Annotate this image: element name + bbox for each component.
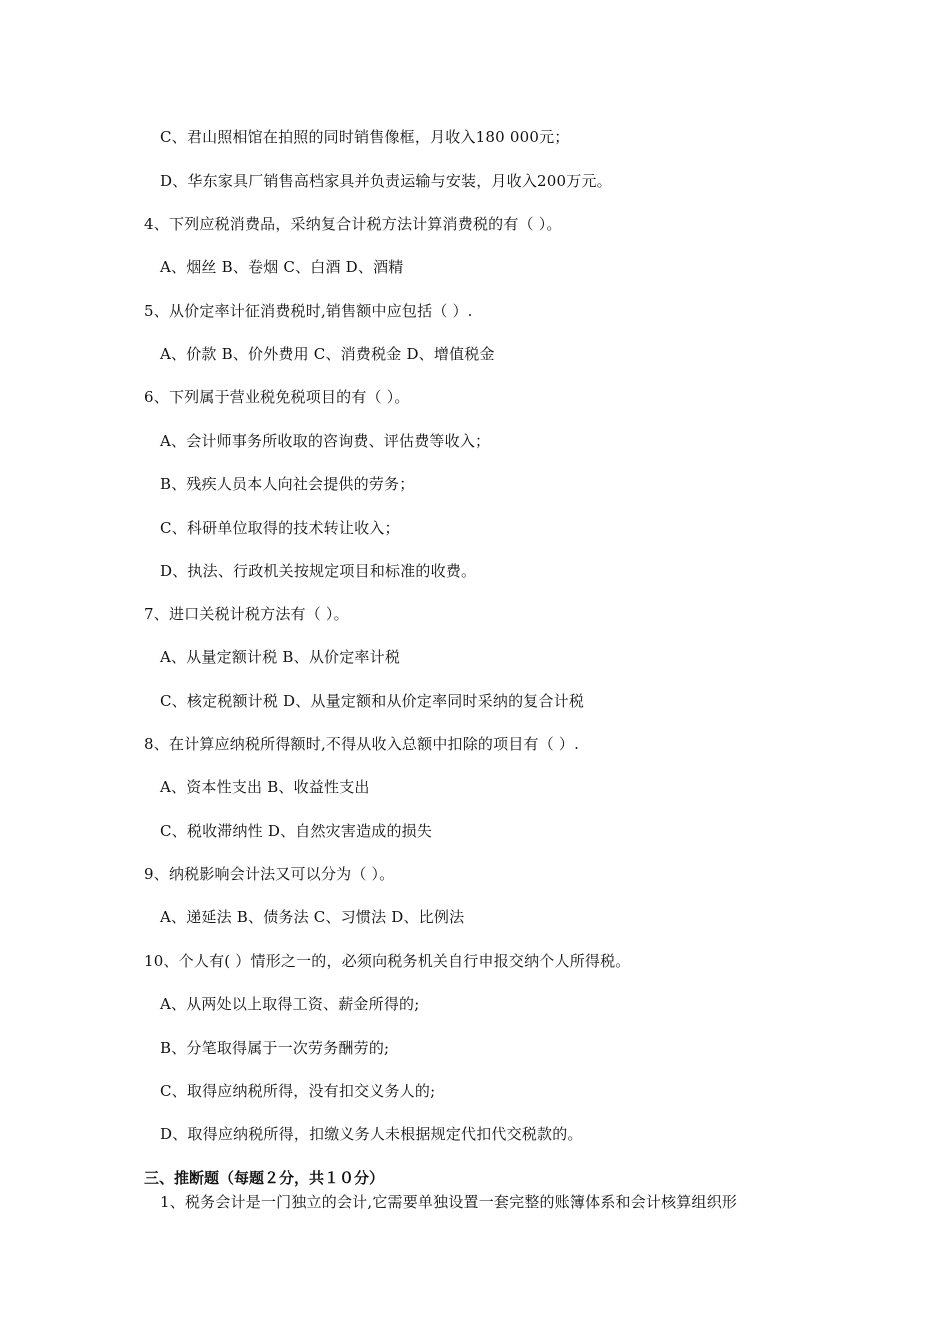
question-5: 5、从价定率计征消费税时,销售额中应包括（ ）. — [144, 302, 473, 320]
q10-option-d: D、取得应纳税所得，扣缴义务人未根据规定代扣代交税款的。 — [160, 1125, 583, 1143]
question-10: 10、个人有( ）情形之一的，必须向税务机关自行申报交纳个人所得税。 — [144, 952, 631, 970]
question-7: 7、进口关税计税方法有（ ）。 — [144, 605, 349, 623]
q10-option-a: A、从两处以上取得工资、薪金所得的; — [160, 995, 420, 1013]
q3-option-c: C、君山照相馆在拍照的同时销售像框，月收入180 000元； — [160, 128, 570, 146]
question-9: 9、纳税影响会计法又可以分为（ ）。 — [144, 865, 395, 883]
q6-option-b: B、残疾人员本人向社会提供的劳务； — [160, 475, 415, 493]
q6-option-a: A、会计师事务所收取的咨询费、评估费等收入； — [160, 432, 491, 450]
q4-options: A、烟丝 B、卷烟 C、白酒 D、酒精 — [160, 258, 404, 276]
section-heading: 三、推断题（每题２分，共１０分） — [144, 1169, 385, 1187]
q8-options-ab: A、资本性支出 B、收益性支出 — [160, 778, 370, 796]
question-4: 4、下列应税消费品，采纳复合计税方法计算消费税的有（ ）。 — [144, 215, 562, 233]
q3-option-d: D、华东家具厂销售高档家具并负责运输与安装，月收入200万元。 — [160, 172, 612, 190]
q7-options-ab: A、从量定额计税 B、从价定率计税 — [160, 648, 401, 666]
q6-option-c: C、科研单位取得的技术转让收入； — [160, 519, 400, 537]
q9-options: A、递延法 B、债务法 C、习惯法 D、比例法 — [160, 908, 465, 926]
q6-option-d: D、执法、行政机关按规定项目和标准的收费。 — [160, 562, 477, 580]
q7-options-cd: C、核定税额计税 D、从量定额和从价定率同时采纳的复合计税 — [160, 692, 585, 710]
q10-option-b: B、分笔取得属于一次劳务酬劳的; — [160, 1039, 390, 1057]
question-6: 6、下列属于营业税免税项目的有（ ）。 — [144, 388, 410, 406]
q5-options: A、价款 B、价外费用 C、消费税金 D、增值税金 — [160, 345, 495, 363]
q10-option-c: C、取得应纳税所得，没有扣交义务人的; — [160, 1082, 436, 1100]
section-item-1: 1、税务会计是一门独立的会计,它需要单独设置一套完整的账簿体系和会计核算组织形 — [160, 1193, 738, 1211]
question-8: 8、在计算应纳税所得额时,不得从收入总额中扣除的项目有（ ）. — [144, 735, 580, 753]
q8-options-cd: C、税收滞纳性 D、自然灾害造成的损失 — [160, 822, 433, 840]
